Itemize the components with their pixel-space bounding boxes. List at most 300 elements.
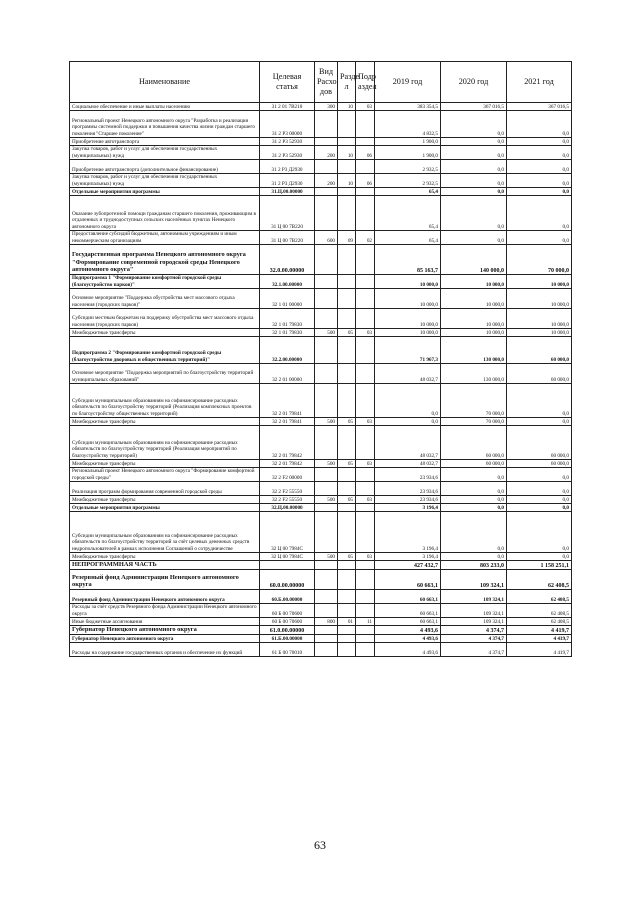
table-row xyxy=(70,590,572,604)
cell-section xyxy=(338,482,356,496)
table-row xyxy=(70,426,572,460)
cell-name: Предоставление субсидий бюджетным, автономным учреждениям и иным некоммерческим организациям xyxy=(70,231,260,245)
cell-section: 05 xyxy=(338,496,356,504)
header-section: Разде л xyxy=(338,62,356,103)
cell-article: 32 2 F2 00000 xyxy=(260,468,315,482)
cell-article: 32 2 F2 55550 xyxy=(260,482,315,496)
cell-2020: 70 000,0 xyxy=(441,418,507,426)
cell-expense-type: 200 xyxy=(315,146,338,160)
cell-expense-type xyxy=(315,384,338,418)
cell-2020: 10 000,0 xyxy=(441,329,507,337)
cell-subsection xyxy=(356,626,375,635)
cell-name: Губернатор Ненецкого автономного округа xyxy=(70,626,260,635)
cell-section xyxy=(338,160,356,174)
cell-subsection: 03 xyxy=(356,460,375,468)
cell-section xyxy=(338,561,356,570)
cell-2020: 0,0 xyxy=(441,188,507,196)
table-body xyxy=(70,103,572,657)
cell-expense-type xyxy=(315,426,338,460)
cell-2019: 10 000,0 xyxy=(375,275,441,289)
cell-section xyxy=(338,468,356,482)
cell-name: Отдельные мероприятия программы xyxy=(70,504,260,512)
table-row xyxy=(70,289,572,309)
cell-2020: 130 000,0 xyxy=(441,364,507,384)
header-name: Наименование xyxy=(70,62,260,103)
cell-expense-type xyxy=(315,561,338,570)
cell-expense-type xyxy=(315,504,338,512)
cell-article: 60.0.00.00000 xyxy=(260,570,315,590)
cell-2021: 4 419,7 xyxy=(507,643,572,657)
table-row xyxy=(70,188,572,196)
cell-section xyxy=(338,590,356,604)
header-2020: 2020 год xyxy=(441,62,507,103)
cell-section xyxy=(338,138,356,146)
cell-expense-type xyxy=(315,160,338,174)
cell-article: 32 1 01 79830 xyxy=(260,309,315,329)
cell-2021: 10 000,0 xyxy=(507,275,572,289)
cell-2021: 0,0 xyxy=(507,111,572,138)
cell-section xyxy=(338,626,356,635)
cell-2019: 65,4 xyxy=(375,188,441,196)
cell-2020: 0,0 xyxy=(441,553,507,561)
cell-expense-type: 300 xyxy=(315,103,338,111)
table-row xyxy=(70,570,572,590)
cell-2020: 803 233,0 xyxy=(441,561,507,570)
cell-name: Закупка товаров, работ и услуг для обеспечения государственных (муниципальных) нужд xyxy=(70,174,260,188)
table-row xyxy=(70,482,572,496)
cell-2019: 23 934,6 xyxy=(375,482,441,496)
cell-name: Региональный проект Ненецкого автономного округа "Формирование комфортной городской среды" xyxy=(70,468,260,482)
cell-2021: 0,0 xyxy=(507,482,572,496)
cell-2021: 4 419,7 xyxy=(507,635,572,643)
cell-2019: 3 196,4 xyxy=(375,512,441,553)
cell-name: Резервный фонд Администрации Ненецкого автономного округа xyxy=(70,590,260,604)
cell-2019: 10 000,0 xyxy=(375,309,441,329)
cell-article: 61 Б 00 70010 xyxy=(260,643,315,657)
cell-subsection xyxy=(356,590,375,604)
cell-subsection xyxy=(356,384,375,418)
cell-expense-type xyxy=(315,590,338,604)
cell-2021: 0,0 xyxy=(507,553,572,561)
cell-subsection: 03 xyxy=(356,329,375,337)
cell-article: 32.Ц.00.00000 xyxy=(260,504,315,512)
cell-article: 60 Б 00 70600 xyxy=(260,604,315,618)
cell-2021: 0,0 xyxy=(507,468,572,482)
cell-article: 32.1.00.00000 xyxy=(260,275,315,289)
cell-2020: 0,0 xyxy=(441,146,507,160)
cell-2021: 4 419,7 xyxy=(507,626,572,635)
table-row xyxy=(70,309,572,329)
cell-expense-type xyxy=(315,245,338,275)
cell-2021: 0,0 xyxy=(507,384,572,418)
table-row xyxy=(70,245,572,275)
cell-subsection: 06 xyxy=(356,146,375,160)
table-row xyxy=(70,553,572,561)
cell-2019: 23 934,6 xyxy=(375,468,441,482)
cell-subsection xyxy=(356,635,375,643)
cell-subsection: 03 xyxy=(356,496,375,504)
cell-2021: 0,0 xyxy=(507,418,572,426)
cell-article: 31 2 01 7В210 xyxy=(260,103,315,111)
cell-subsection xyxy=(356,188,375,196)
page-number: 63 xyxy=(314,838,326,852)
cell-2019: 383 354,5 xyxy=(375,103,441,111)
cell-subsection: 06 xyxy=(356,174,375,188)
table-row xyxy=(70,364,572,384)
cell-expense-type xyxy=(315,138,338,146)
cell-article: 31 2 Р3 Д2930 xyxy=(260,174,315,188)
cell-name: Расходы за счёт средств Резервного фонда Администрации Ненецкого автономного округа xyxy=(70,604,260,618)
cell-2021: 10 000,0 xyxy=(507,309,572,329)
cell-2019: 4 493,6 xyxy=(375,626,441,635)
cell-expense-type: 500 xyxy=(315,329,338,337)
cell-2019: 48 032,7 xyxy=(375,364,441,384)
cell-name: Резервный фонд Администрации Ненецкого автономного округа xyxy=(70,570,260,590)
cell-2020: 0,0 xyxy=(441,174,507,188)
cell-expense-type xyxy=(315,337,338,364)
cell-section xyxy=(338,289,356,309)
cell-2020: 4 374,7 xyxy=(441,643,507,657)
cell-article: 32 1 01 00000 xyxy=(260,289,315,309)
cell-2020: 140 000,0 xyxy=(441,245,507,275)
header-subsection: Подр аздел xyxy=(356,62,375,103)
cell-subsection xyxy=(356,309,375,329)
cell-article xyxy=(260,561,315,570)
cell-2021: 60 000,0 xyxy=(507,364,572,384)
cell-2021: 10 000,0 xyxy=(507,289,572,309)
cell-2021: 10 000,0 xyxy=(507,329,572,337)
cell-section xyxy=(338,512,356,553)
cell-name: Закупка товаров, работ и услуг для обеспечения государственных (муниципальных) нужд xyxy=(70,146,260,160)
table-row xyxy=(70,635,572,643)
table-header-row xyxy=(70,62,572,103)
cell-2020: 0,0 xyxy=(441,496,507,504)
cell-2019: 60 663,1 xyxy=(375,590,441,604)
cell-section xyxy=(338,188,356,196)
cell-2019: 427 432,7 xyxy=(375,561,441,570)
cell-2020: 10 000,0 xyxy=(441,309,507,329)
cell-expense-type xyxy=(315,309,338,329)
cell-name: Социальное обеспечение и иные выплаты населению xyxy=(70,103,260,111)
cell-expense-type: 800 xyxy=(315,618,338,626)
cell-subsection xyxy=(356,512,375,553)
cell-2021: 62 408,5 xyxy=(507,590,572,604)
cell-2020: 109 324,1 xyxy=(441,570,507,590)
cell-2019: 4 493,6 xyxy=(375,643,441,657)
cell-name: Подпрограмма 1 "Формирование комфортной городской среды (благоустройство парков)" xyxy=(70,275,260,289)
cell-name: Субсидии муниципальным образованиям на софинансирование расходных обязательств по благоустройству территорий (Реализация комплексных проектов по благоустройству общественных территорий) xyxy=(70,384,260,418)
cell-subsection xyxy=(356,570,375,590)
cell-expense-type: 500 xyxy=(315,553,338,561)
cell-expense-type: 200 xyxy=(315,174,338,188)
cell-2020: 0,0 xyxy=(441,111,507,138)
table-row xyxy=(70,231,572,245)
cell-section: 05 xyxy=(338,553,356,561)
cell-2019: 1 900,0 xyxy=(375,138,441,146)
cell-section: 05 xyxy=(338,460,356,468)
cell-2021: 60 000,0 xyxy=(507,460,572,468)
cell-2019: 65,4 xyxy=(375,196,441,231)
table-row xyxy=(70,643,572,657)
table-row xyxy=(70,138,572,146)
cell-section xyxy=(338,196,356,231)
header-2021: 2021 год xyxy=(507,62,572,103)
cell-section xyxy=(338,426,356,460)
cell-article: 31 2 Р3 Д2930 xyxy=(260,160,315,174)
cell-2021: 0,0 xyxy=(507,496,572,504)
cell-2021: 62 408,5 xyxy=(507,570,572,590)
cell-2021: 60 000,0 xyxy=(507,337,572,364)
cell-article: 32 Ц 00 7984С xyxy=(260,553,315,561)
cell-name: Подпрограмма 2 "Формирование комфортной городской среды (благоустройство дворовых и общественных территорий)" xyxy=(70,337,260,364)
cell-2020: 0,0 xyxy=(441,468,507,482)
cell-subsection xyxy=(356,111,375,138)
table-row xyxy=(70,196,572,231)
cell-expense-type xyxy=(315,468,338,482)
header-expense-type: Вид Расхо дов xyxy=(315,62,338,103)
table-row xyxy=(70,329,572,337)
cell-2020: 4 374,7 xyxy=(441,635,507,643)
table-row xyxy=(70,460,572,468)
cell-2019: 48 032,7 xyxy=(375,460,441,468)
cell-subsection: 03 xyxy=(356,103,375,111)
cell-section xyxy=(338,604,356,618)
cell-2019: 3 196,4 xyxy=(375,553,441,561)
cell-2021: 0,0 xyxy=(507,138,572,146)
cell-2019: 0,0 xyxy=(375,384,441,418)
table-row xyxy=(70,618,572,626)
cell-expense-type xyxy=(315,364,338,384)
cell-2019: 0,0 xyxy=(375,418,441,426)
cell-article: 31 2 Р3 00000 xyxy=(260,111,315,138)
cell-2019: 4 493,6 xyxy=(375,635,441,643)
cell-2019: 85 163,7 xyxy=(375,245,441,275)
cell-subsection xyxy=(356,504,375,512)
cell-expense-type: 500 xyxy=(315,460,338,468)
cell-section: 05 xyxy=(338,329,356,337)
cell-expense-type xyxy=(315,626,338,635)
cell-name: Приобретение автотранспорта (дополнительное финансирование) xyxy=(70,160,260,174)
cell-article: 31 Ц 00 7В220 xyxy=(260,196,315,231)
cell-2020: 70 000,0 xyxy=(441,384,507,418)
cell-subsection xyxy=(356,604,375,618)
cell-expense-type: 600 xyxy=(315,231,338,245)
cell-name: Расходы на содержание государственных органов и обеспечение их функций xyxy=(70,643,260,657)
cell-subsection xyxy=(356,275,375,289)
cell-name: Отдельные мероприятия программы xyxy=(70,188,260,196)
table-row xyxy=(70,468,572,482)
cell-section xyxy=(338,111,356,138)
cell-2019: 48 032,7 xyxy=(375,426,441,460)
table-row xyxy=(70,504,572,512)
cell-2021: 62 408,5 xyxy=(507,618,572,626)
cell-name: Межбюджетные трансферты xyxy=(70,496,260,504)
cell-2019: 60 663,1 xyxy=(375,604,441,618)
cell-subsection: 11 xyxy=(356,618,375,626)
cell-section xyxy=(338,570,356,590)
header-article: Целевая статья xyxy=(260,62,315,103)
cell-2020: 0,0 xyxy=(441,504,507,512)
cell-subsection xyxy=(356,196,375,231)
cell-article: 32 2 F2 55550 xyxy=(260,496,315,504)
cell-2020: 60 000,0 xyxy=(441,426,507,460)
cell-2021: 0,0 xyxy=(507,196,572,231)
cell-article: 32 2 01 79841 xyxy=(260,418,315,426)
cell-2021: 0,0 xyxy=(507,160,572,174)
table-row xyxy=(70,512,572,553)
table-row xyxy=(70,626,572,635)
cell-2020: 109 324,1 xyxy=(441,590,507,604)
cell-2020: 0,0 xyxy=(441,512,507,553)
budget-table xyxy=(69,61,572,657)
table-row xyxy=(70,604,572,618)
cell-section: 10 xyxy=(338,174,356,188)
cell-article: 32 Ц 00 7984С xyxy=(260,512,315,553)
cell-2021: 0,0 xyxy=(507,504,572,512)
cell-2020: 60 000,0 xyxy=(441,460,507,468)
cell-subsection xyxy=(356,643,375,657)
cell-2019: 60 663,1 xyxy=(375,618,441,626)
cell-name: Межбюджетные трансферты xyxy=(70,460,260,468)
table-row xyxy=(70,111,572,138)
cell-2019: 10 000,0 xyxy=(375,289,441,309)
cell-subsection xyxy=(356,337,375,364)
cell-expense-type: 500 xyxy=(315,418,338,426)
cell-expense-type xyxy=(315,570,338,590)
cell-name: Межбюджетные трансферты xyxy=(70,329,260,337)
cell-name: НЕПРОГРАММНАЯ ЧАСТЬ xyxy=(70,561,260,570)
header-2019: 2019 год xyxy=(375,62,441,103)
cell-2019: 3 196,4 xyxy=(375,504,441,512)
cell-expense-type xyxy=(315,188,338,196)
cell-2021: 0,0 xyxy=(507,231,572,245)
cell-article: 32 2 01 79841 xyxy=(260,384,315,418)
cell-expense-type xyxy=(315,512,338,553)
cell-name: Региональный проект Ненецкого автономного округа "Разработка и реализация программы системной поддержки и повышения качества жизни граждан старшего поколения "Старшее поколение" xyxy=(70,111,260,138)
cell-name: Реализация программ формирования современной городской среды xyxy=(70,482,260,496)
cell-2020: 109 324,1 xyxy=(441,604,507,618)
cell-article: 32 2 01 79842 xyxy=(260,426,315,460)
cell-2021: 0,0 xyxy=(507,146,572,160)
cell-subsection xyxy=(356,364,375,384)
cell-2021: 367 016,5 xyxy=(507,103,572,111)
table-row xyxy=(70,275,572,289)
cell-2020: 130 000,0 xyxy=(441,337,507,364)
cell-name: Оказание зубопротезной помощи гражданам старшего поколения, проживающим в отдаленных и труднодоступных сельских населённых пунктах Ненецкого автономного округа xyxy=(70,196,260,231)
cell-section: 10 xyxy=(338,146,356,160)
cell-subsection xyxy=(356,426,375,460)
cell-article: 60 Б 00 70600 xyxy=(260,618,315,626)
cell-name: Субсидии местным бюджетам на поддержку обустройства мест массового отдыха населения (городских парков) xyxy=(70,309,260,329)
cell-section xyxy=(338,245,356,275)
table-row xyxy=(70,103,572,111)
cell-subsection xyxy=(356,289,375,309)
cell-2020: 0,0 xyxy=(441,482,507,496)
cell-2021: 0,0 xyxy=(507,512,572,553)
cell-expense-type xyxy=(315,635,338,643)
cell-section: 01 xyxy=(338,618,356,626)
cell-2020: 0,0 xyxy=(441,231,507,245)
cell-expense-type xyxy=(315,289,338,309)
cell-2019: 71 967,3 xyxy=(375,337,441,364)
cell-2019: 2 932,5 xyxy=(375,174,441,188)
cell-expense-type xyxy=(315,275,338,289)
cell-subsection: 02 xyxy=(356,231,375,245)
cell-2020: 0,0 xyxy=(441,160,507,174)
table-row xyxy=(70,174,572,188)
cell-subsection xyxy=(356,245,375,275)
cell-expense-type xyxy=(315,604,338,618)
cell-name: Субсидии муниципальным образованиям на софинансирование расходных обязательств по благоустройству территорий за счёт целевых денежных средств недропользователей в рамках исполнения Соглашений о сотрудничестве xyxy=(70,512,260,553)
cell-2020: 10 000,0 xyxy=(441,289,507,309)
cell-name: Межбюджетные трансферты xyxy=(70,418,260,426)
cell-name: Субсидии муниципальным образованиям на софинансирование расходных обязательств по благоустройству территорий (Реализация мероприятий по благоустройству территорий) xyxy=(70,426,260,460)
cell-2021: 0,0 xyxy=(507,188,572,196)
cell-subsection xyxy=(356,561,375,570)
cell-section xyxy=(338,643,356,657)
cell-expense-type xyxy=(315,111,338,138)
cell-section: 09 xyxy=(338,231,356,245)
cell-name: Приобретение автотранспорта xyxy=(70,138,260,146)
cell-section: 10 xyxy=(338,103,356,111)
cell-subsection xyxy=(356,160,375,174)
cell-2021: 1 158 251,1 xyxy=(507,561,572,570)
cell-2019: 4 832,5 xyxy=(375,111,441,138)
table-row xyxy=(70,160,572,174)
cell-2021: 62 408,5 xyxy=(507,604,572,618)
cell-2020: 4 374,7 xyxy=(441,626,507,635)
cell-name: Иные бюджетные ассигнования xyxy=(70,618,260,626)
cell-subsection: 03 xyxy=(356,418,375,426)
table-row xyxy=(70,384,572,418)
cell-name: Основное мероприятие "Поддержка обустройства мест массового отдыха населения (городских парков)" xyxy=(70,289,260,309)
cell-section xyxy=(338,337,356,364)
cell-article: 60.Б.00.00000 xyxy=(260,590,315,604)
cell-name: Губернатор Ненецкого автономного округа xyxy=(70,635,260,643)
cell-section xyxy=(338,635,356,643)
cell-article: 31.Ц.00.00000 xyxy=(260,188,315,196)
cell-2019: 1 900,0 xyxy=(375,146,441,160)
cell-section xyxy=(338,364,356,384)
cell-subsection: 03 xyxy=(356,553,375,561)
cell-2020: 0,0 xyxy=(441,196,507,231)
table-row xyxy=(70,337,572,364)
cell-2021: 0,0 xyxy=(507,174,572,188)
cell-2020: 0,0 xyxy=(441,138,507,146)
cell-expense-type xyxy=(315,482,338,496)
cell-subsection xyxy=(356,482,375,496)
cell-2019: 23 934,6 xyxy=(375,496,441,504)
cell-section xyxy=(338,504,356,512)
cell-article: 61.0.00.00000 xyxy=(260,626,315,635)
cell-expense-type: 500 xyxy=(315,496,338,504)
table-row xyxy=(70,418,572,426)
table-row xyxy=(70,496,572,504)
cell-subsection xyxy=(356,138,375,146)
cell-expense-type xyxy=(315,643,338,657)
cell-expense-type xyxy=(315,196,338,231)
table-row xyxy=(70,146,572,160)
cell-article: 32 2 01 00000 xyxy=(260,364,315,384)
cell-article: 32 2 01 79842 xyxy=(260,460,315,468)
cell-subsection xyxy=(356,468,375,482)
cell-name: Основное мероприятие "Поддержка мероприятий по благоустройству территорий муниципальных образований" xyxy=(70,364,260,384)
cell-section xyxy=(338,309,356,329)
table-row xyxy=(70,561,572,570)
cell-article: 31 Ц 00 7В220 xyxy=(260,231,315,245)
cell-article: 61.Б.00.00000 xyxy=(260,635,315,643)
cell-name: Межбюджетные трансферты xyxy=(70,553,260,561)
